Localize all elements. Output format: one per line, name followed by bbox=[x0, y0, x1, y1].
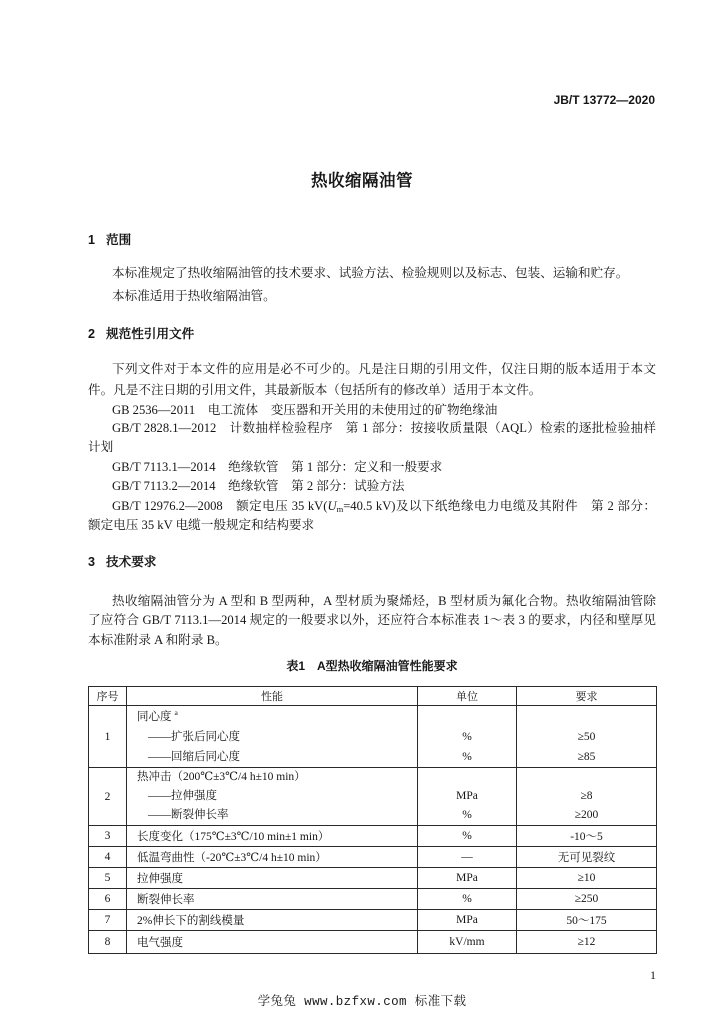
requirement-cell bbox=[517, 768, 657, 826]
references-intro-line: 件。凡是不注日期的引用文件，其最新版本（包括所有的修改单）适用于本文件。 bbox=[88, 383, 542, 397]
column-header-unit: 单位 bbox=[418, 687, 517, 706]
unit-value: % bbox=[418, 889, 517, 910]
table-title: A型热收缩隔油管性能要求 bbox=[317, 659, 458, 673]
requirement-value: ≥12 bbox=[517, 931, 657, 954]
section-title: 范围 bbox=[106, 233, 132, 247]
row-number: 8 bbox=[89, 931, 127, 954]
reference-item bbox=[112, 497, 656, 515]
requirement-value: ≥10 bbox=[517, 868, 657, 889]
unit-cell bbox=[418, 768, 517, 826]
section-title: 规范性引用文件 bbox=[106, 327, 195, 341]
section-number: 2 bbox=[88, 327, 96, 341]
sub-property-label: ——扩张后同心度 bbox=[148, 730, 240, 743]
row-number: 6 bbox=[89, 889, 127, 910]
voltage-symbol: U bbox=[327, 499, 337, 513]
document-title: 热收缩隔油管 bbox=[311, 172, 413, 190]
performance-requirements-table bbox=[88, 686, 657, 954]
requirements-paragraph-line: 了应符合 GB/T 7113.1—2014 规定的一般要求以外，还应符合本标准表 1～表 3 的要求，内径和壁厚见 bbox=[88, 613, 656, 627]
sub-property-label: ——拉伸强度 bbox=[148, 790, 217, 802]
scope-paragraph-line: 本标准规定了热收缩隔油管的技术要求、试验方法、检验规则以及标志、包装、运输和贮存。 bbox=[112, 266, 629, 280]
reference-text: GB/T 12976.2—2008 额定电压 35 kV( bbox=[112, 499, 328, 513]
section-number: 1 bbox=[88, 233, 96, 247]
requirement-value: ≥8 bbox=[580, 790, 593, 802]
table-row bbox=[89, 931, 657, 954]
table-number: 表1 bbox=[286, 659, 305, 673]
property-label: 断裂伸长率 bbox=[127, 889, 418, 910]
unit-value: MPa bbox=[418, 868, 517, 889]
requirement-value: 无可见裂纹 bbox=[517, 847, 657, 868]
references-intro-line: 下列文件对于本文件的应用是必不可少的。凡是注日期的引用文件，仅注日期的版本适用于本文 bbox=[112, 362, 656, 376]
requirements-paragraph-line: 热收缩隔油管分为 A 型和 B 型两种，A 型材质为聚烯烃，B 型材质为氟化合物。热收缩隔油管除 bbox=[112, 594, 656, 608]
row-number: 5 bbox=[89, 868, 127, 889]
requirement-cell bbox=[517, 706, 657, 768]
blank-line bbox=[517, 707, 656, 727]
row-number: 3 bbox=[89, 826, 127, 847]
table-row bbox=[89, 826, 657, 847]
section-2-heading bbox=[88, 325, 194, 343]
section-number: 3 bbox=[88, 555, 96, 569]
table-row bbox=[89, 910, 657, 931]
row-number: 1 bbox=[89, 706, 127, 768]
sub-property-label: ——回缩后同心度 bbox=[148, 750, 240, 763]
requirement-value: ≥50 bbox=[577, 730, 596, 743]
property-cell bbox=[127, 706, 418, 768]
row-number: 4 bbox=[89, 847, 127, 868]
property-label: 低温弯曲性（-20℃±3℃/4 h±10 min） bbox=[127, 847, 418, 868]
table-row bbox=[89, 706, 657, 768]
table-row bbox=[89, 889, 657, 910]
requirement-value: ≥200 bbox=[574, 809, 599, 821]
section-3-heading bbox=[88, 553, 156, 571]
requirements-paragraph-line: 本标准附录 A 和附录 B。 bbox=[88, 633, 228, 647]
blank-line bbox=[517, 768, 656, 787]
reference-text: =40.5 kV)及以下纸绝缘电力电缆及其附件 第 2 部分： bbox=[343, 499, 656, 513]
property-label: 热冲击（200℃±3℃/4 h±10 min） bbox=[137, 771, 306, 783]
property-label: 长度变化（175℃±3℃/10 min±1 min） bbox=[127, 826, 418, 847]
property-label: 2%伸长下的割线模量 bbox=[127, 910, 418, 931]
reference-item: GB/T 7113.1—2014 绝缘软管 第 1 部分：定义和一般要求 bbox=[112, 460, 443, 474]
reference-item: GB 2536—2011 电工流体 变压器和开关用的未使用过的矿物绝缘油 bbox=[112, 403, 498, 417]
reference-item-continuation: 计划 bbox=[88, 440, 114, 454]
property-name: 同心度 bbox=[137, 710, 172, 723]
requirement-value: -10～5 bbox=[517, 826, 657, 847]
sub-property-label: ——断裂伸长率 bbox=[148, 809, 229, 821]
requirement-value: ≥250 bbox=[517, 889, 657, 910]
voltage-symbol-subscript: m bbox=[336, 504, 344, 514]
table-header-row bbox=[89, 687, 657, 706]
footer-watermark: 学兔兔 www.bzfxw.com 标准下载 bbox=[257, 995, 467, 1009]
unit-value: — bbox=[418, 847, 517, 868]
table-row bbox=[89, 868, 657, 889]
section-1-heading bbox=[88, 231, 131, 249]
page-number: 1 bbox=[650, 968, 656, 982]
reference-item: GB/T 2828.1—2012 计数抽样检验程序 第 1 部分：按接收质量限（AQL）检索的逐批检验抽样 bbox=[112, 421, 656, 435]
table-row bbox=[89, 847, 657, 868]
property-label bbox=[137, 707, 417, 727]
table-row bbox=[89, 768, 657, 826]
column-header-number: 序号 bbox=[89, 687, 127, 706]
unit-value: MPa bbox=[456, 790, 478, 802]
unit-value: MPa bbox=[418, 910, 517, 931]
reference-item: GB/T 7113.2—2014 绝缘软管 第 2 部分：试验方法 bbox=[112, 479, 405, 493]
unit-value: % bbox=[462, 809, 472, 821]
property-cell bbox=[127, 768, 418, 826]
unit-value: % bbox=[462, 730, 472, 743]
unit-cell bbox=[418, 706, 517, 768]
requirement-value: 50～175 bbox=[517, 910, 657, 931]
row-number: 2 bbox=[89, 768, 127, 826]
property-label: 电气强度 bbox=[127, 931, 418, 954]
column-header-requirement: 要求 bbox=[517, 687, 657, 706]
reference-item-continuation: 额定电压 35 kV 电缆一般规定和结构要求 bbox=[88, 518, 315, 532]
standard-code: JB/T 13772—2020 bbox=[553, 93, 655, 107]
section-title: 技术要求 bbox=[106, 555, 157, 569]
column-header-property: 性能 bbox=[127, 687, 418, 706]
footnote-mark: a bbox=[174, 707, 178, 717]
scope-paragraph-line: 本标准适用于热收缩隔油管。 bbox=[112, 289, 276, 303]
requirement-value: ≥85 bbox=[577, 750, 596, 763]
row-number: 7 bbox=[89, 910, 127, 931]
property-label: 拉伸强度 bbox=[127, 868, 418, 889]
unit-value: % bbox=[418, 826, 517, 847]
unit-value: kV/mm bbox=[418, 931, 517, 954]
blank-line bbox=[418, 768, 516, 787]
blank-line bbox=[418, 707, 516, 727]
unit-value: % bbox=[462, 750, 472, 763]
table-caption bbox=[88, 657, 656, 675]
